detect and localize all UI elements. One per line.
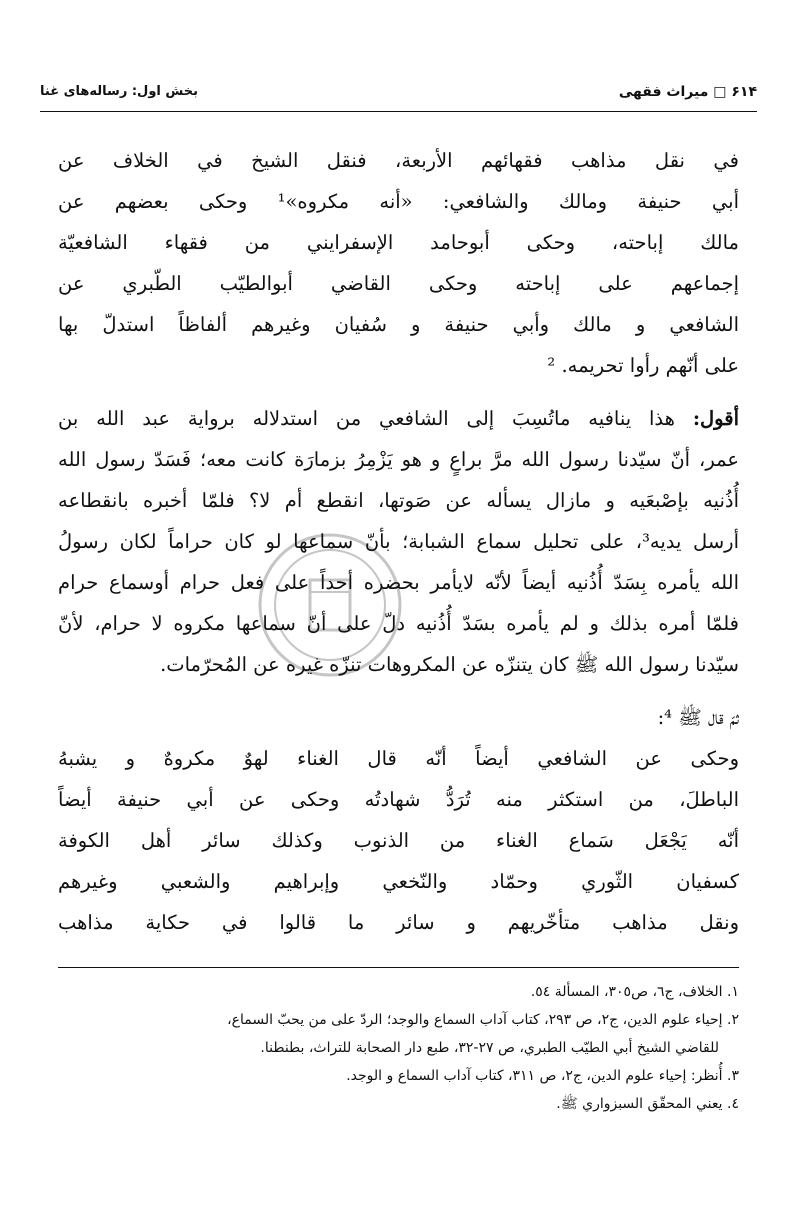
text-line: ثمّ قال ﷺ ⁴: — [657, 706, 739, 729]
text-line: فلمّا أمره بذلك و لم يأمره بسَدّ أُذُنيه دلّ على أنّ سماعها مكروه لا حرام، لأنّ — [58, 612, 739, 635]
text-line: مالك إباحته، وحكى أبوحامد الإسفرايني من فقهاء الشافعيّة — [58, 231, 739, 254]
text-line — [58, 398, 739, 439]
text-line: كسفيان الثّوري وحمّاد والنّخعي وإبراهيم والشعبي وغيرهم — [58, 870, 739, 893]
footnote: ٢. إحياء علوم الدين، ج٢، ص ٢٩٣، كتاب آداب السماع والوجد؛ الردّ على من يحبّ السماع، — [227, 1012, 739, 1028]
text-line: عمر، أنّ سيّدنا رسول الله مرَّ براعٍ و هو يَزْمِرُ بزمارَة كانت معه؛ فَسَدّ رسول الله — [58, 448, 739, 471]
text-line: سيّدنا رسول الله ﷺ كان يتنزّه عن المكروهات تنزّه غيره عن المُحرّمات. — [160, 653, 739, 676]
header-rule — [40, 111, 757, 112]
text-line: أنّه يَجْعَل سَماع الغناء من الذنوب وكذلك سائر أهل الكوفة — [58, 829, 739, 852]
text-line: أرسل يديه³، على تحليل سماع الشبابة؛ بأنّ سماعها لو كان حراماً لكان رسولُ — [58, 530, 739, 553]
section-title: بخش اول: رساله‌های غنا — [40, 84, 199, 99]
header-right-text: ۶۱۴ □ میراث فقهی — [618, 84, 757, 100]
main-text — [58, 140, 739, 943]
running-header — [40, 78, 757, 112]
text-line: الله يأمره بِسَدّ أُذُنيه أيضاً لأنّه لايأمر بحضره أحداً على فعل حرام أوسماع حرام — [58, 571, 739, 594]
text-line: الشافعي و مالك وأبي حنيفة و سُفيان وغيرهم ألفاظاً استدلّ بها — [58, 313, 739, 336]
text-line: إجماعهم على إباحته وحكى القاضي أبوالطيّب الطّبري عن — [58, 272, 739, 295]
footnote-rule — [58, 967, 739, 968]
text-span: هذا ينافيه ماتُسِبَ إلى الشافعي من استدلاله برواية عبد الله بن — [58, 407, 693, 430]
footnote: ٣. أُنظر: إحياء علوم الدين، ج٢، ص ٣١١، كتاب آداب السماع و الوجد. — [346, 1068, 739, 1084]
footnotes — [58, 978, 739, 1118]
paragraph-lead-word: أقول: — [692, 407, 739, 430]
text-line: أبي حنيفة ومالك والشافعي: «أنه مكروه»¹ وحكى بعضهم عن — [58, 190, 739, 213]
text-line: ونقل مذاهب متأخّريهم و سائر ما قالوا في حكاية مذاهب — [58, 911, 739, 934]
text-line: الباطلَ، من استكثر منه تُرَدُّ شهادتُه وحكى عن أبي حنيفة أيضاً — [58, 788, 739, 811]
footnote-continuation: للقاضي الشيخ أبي الطيّب الطبري، ص ٢٧-٣٢، طبع دار الصحابة للتراث، بطنطنا. — [260, 1040, 719, 1056]
footnote: ١. الخلاف، ج٦، ص٣٠٥، المسألة ٥٤. — [530, 984, 739, 1000]
page-number-title — [619, 84, 757, 100]
footnote: ٤. يعني المحقّق السبزواري ﷺ. — [556, 1096, 739, 1112]
text-line: أُذُنيه بإصْبعَيه و مازال يسأله عن صَوتها، انقطع أم لا؟ فلمّا أخبره بانقطاعه — [58, 489, 739, 512]
text-line: على أنّهم رأوا تحريمه. ² — [547, 354, 739, 377]
text-line: في نقل مذاهب فقهائهم الأربعة، فنقل الشيخ في الخلاف عن — [58, 149, 739, 172]
text-line: وحكى عن الشافعي أيضاً أنّه قال الغناء لهوٌ مكروهٌ و يشبهُ — [58, 747, 739, 770]
